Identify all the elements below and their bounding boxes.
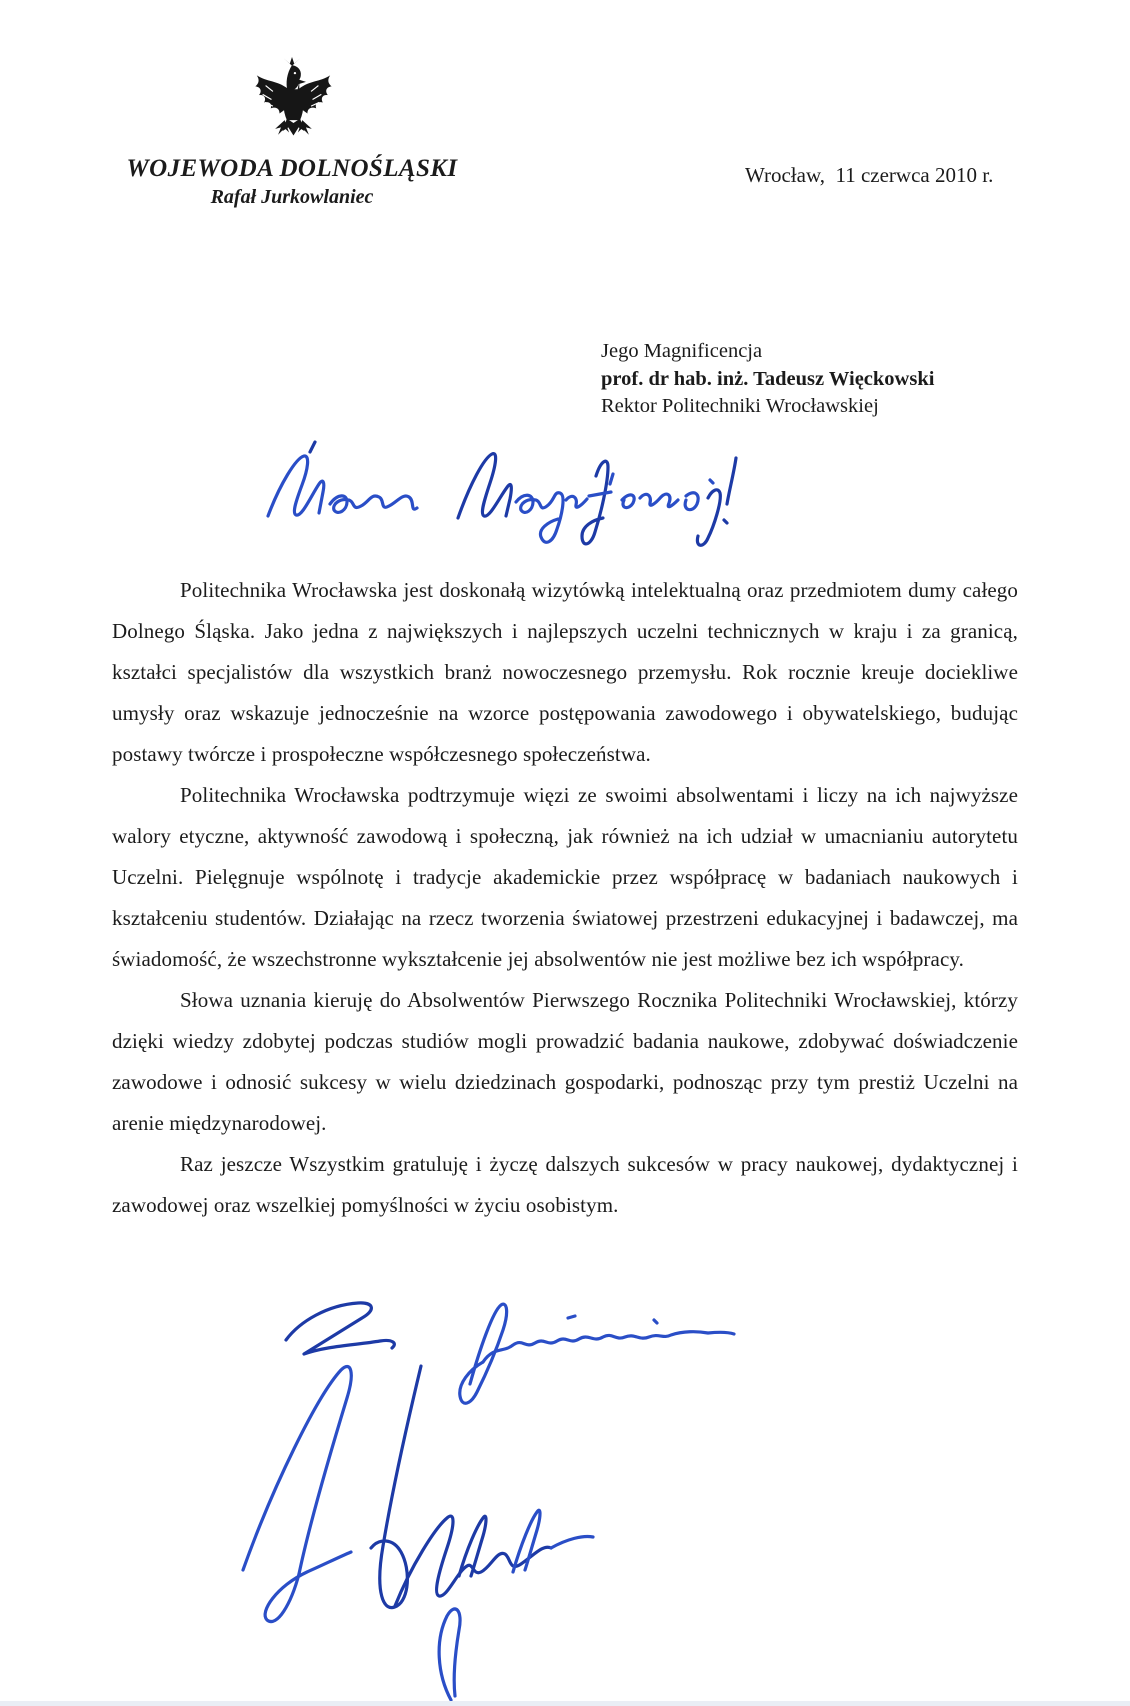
addressee-title: Rektor Politechniki Wrocławskiej — [601, 395, 879, 417]
letterhead — [108, 55, 476, 209]
letter-body — [112, 570, 1018, 1226]
paragraph-1: Politechnika Wrocławska jest doskonałą wizytówką intelektualną oraz przedmiotem dumy całego Dolnego Śląska. Jako jedna z największych i najlepszych uczelni technicznych w kraju i za granicą, kształci specjalistów dla wszystkich branż nowoczesnego przemysłu. Rok rocznie kreuje dociekliwe umysły oraz wskazuje jednocześnie na wzorce postępowania zawodowego i obywatelskiego, budując postawy twórcze i prospołeczne współczesnego społeczeństwa. — [112, 578, 1018, 766]
polish-eagle-emblem-icon — [248, 55, 336, 147]
addressee-block — [601, 338, 934, 421]
addressee-honorific: Jego Magnificencja — [601, 340, 763, 362]
paragraph-3: Słowa uznania kieruję do Absolwentów Pierwszego Rocznika Politechniki Wrocławskiej, którzy dzięki wiedzy zdobytej podczas studiów mogli prowadzić badania naukowe, zdobywać doświadczenie zawodowe i odnosić sukcesy w wielu dziedzinach gospodarki, podnosząc przy tym prestiż Uczelni na arenie międzynarodowej. — [112, 988, 1018, 1135]
official-name: Rafał Jurkowlaniec — [210, 186, 374, 208]
signature-scribble — [225, 1356, 825, 1706]
place-and-date: Wrocław, 11 czerwca 2010 r. — [745, 163, 994, 187]
paragraph-2: Politechnika Wrocławska podtrzymuje więzi ze swoimi absolwentami i liczy na ich najwyższe walory etyczne, aktywność zawodową i społeczną, jak również na ich udział w umacnianiu autorytetu Uczelni. Pielęgnuje wspólnotę i tradycje akademickie przez współpracę w badaniach naukowych i kształceniu studentów. Działając na rzecz tworzenia światowej przestrzeni edukacyjnej i badawczej, ma świadomość, że wszechstronne wykształcenie jej absolwentów nie jest możliwe bez ich współpracy. — [112, 783, 1018, 971]
addressee-name: prof. dr hab. inż. Tadeusz Więckowski — [601, 367, 935, 390]
office-title: WOJEWODA DOLNOŚLĄSKI — [126, 155, 458, 182]
paragraph-4: Raz jeszcze Wszystkim gratuluję i życzę dalszych sukcesów w pracy naukowej, dydaktycznej i zawodowej oraz wszelkiej pomyślności w życiu osobistym. — [112, 1152, 1018, 1217]
scanner-edge-artifact — [0, 1701, 1130, 1706]
handwritten-greeting — [248, 436, 748, 554]
